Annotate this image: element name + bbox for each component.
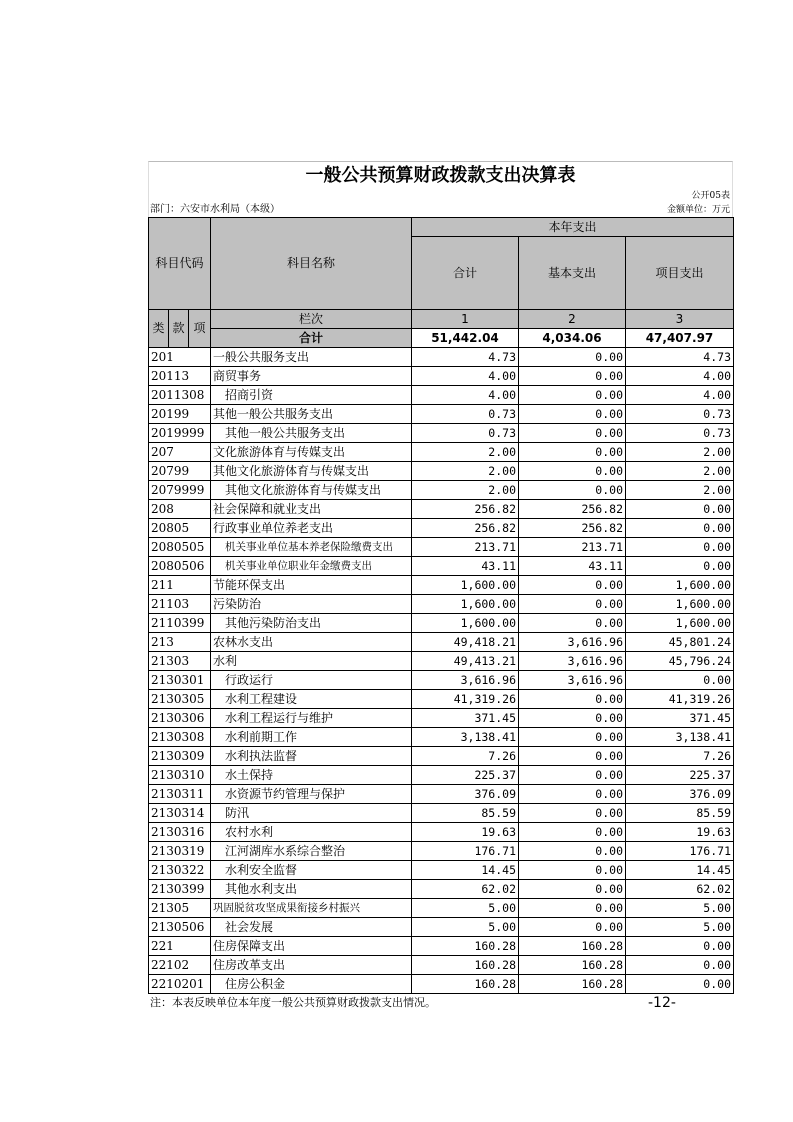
row-name: 行政事业单位养老支出 [211,519,412,538]
row-project: 2.00 [626,481,734,500]
table-row [149,557,734,576]
row-code: 213 [149,633,211,652]
row-project: 0.73 [626,405,734,424]
row-basic: 256.82 [519,500,626,519]
row-code: 2130309 [149,747,211,766]
row-total: 14.45 [412,861,519,880]
row-basic: 0.00 [519,728,626,747]
row-name: 巩固脱贫攻坚成果衔接乡村振兴 [211,899,412,918]
table-row [149,956,734,975]
row-basic: 0.00 [519,462,626,481]
row-basic: 0.00 [519,804,626,823]
row-code: 2130308 [149,728,211,747]
table-row [149,348,734,367]
table-row [149,709,734,728]
row-project: 225.37 [626,766,734,785]
row-code: 2130301 [149,671,211,690]
row-code: 211 [149,576,211,595]
code-header: 科目代码 [149,218,211,310]
table-row [149,899,734,918]
row-project: 0.00 [626,519,734,538]
column-index-1: 1 [412,310,519,329]
table-row [149,367,734,386]
row-basic: 160.28 [519,937,626,956]
lei-header: 类 [149,310,169,348]
row-basic: 0.00 [519,576,626,595]
row-name: 行政运行 [211,671,412,690]
row-total: 49,418.21 [412,633,519,652]
row-code: 20799 [149,462,211,481]
row-code: 20113 [149,367,211,386]
table-row [149,500,734,519]
row-name: 住房改革支出 [211,956,412,975]
row-name: 文化旅游体育与传媒支出 [211,443,412,462]
row-code: 221 [149,937,211,956]
table-row [149,690,734,709]
row-basic: 213.71 [519,538,626,557]
expenditure-table [148,217,734,994]
row-basic: 160.28 [519,956,626,975]
table-row [149,386,734,405]
row-code: 22102 [149,956,211,975]
row-total: 160.28 [412,956,519,975]
row-name: 招商引资 [211,386,412,405]
row-total: 256.82 [412,519,519,538]
row-basic: 0.00 [519,861,626,880]
row-project: 0.73 [626,424,734,443]
row-project: 45,796.24 [626,652,734,671]
table-row [149,823,734,842]
unit-label: 金额单位：万元 [666,205,730,215]
row-total: 7.26 [412,747,519,766]
row-total: 213.71 [412,538,519,557]
row-code: 21305 [149,899,211,918]
row-basic: 0.00 [519,823,626,842]
row-code: 2019999 [149,424,211,443]
row-project: 0.00 [626,975,734,994]
row-basic: 160.28 [519,975,626,994]
table-row [149,842,734,861]
row-total: 225.37 [412,766,519,785]
totals-project: 47,407.97 [626,329,734,348]
row-code: 2130506 [149,918,211,937]
row-basic: 0.00 [519,709,626,728]
row-name: 社会发展 [211,918,412,937]
row-project: 0.00 [626,538,734,557]
row-total: 3,138.41 [412,728,519,747]
row-basic: 0.00 [519,386,626,405]
table-row [149,462,734,481]
form-code: 公开05表 [691,191,730,201]
row-project: 0.00 [626,956,734,975]
row-project: 3,138.41 [626,728,734,747]
row-total: 5.00 [412,918,519,937]
row-project: 0.00 [626,557,734,576]
totals-basic: 4,034.06 [519,329,626,348]
row-name: 水资源节约管理与保护 [211,785,412,804]
row-basic: 3,616.96 [519,652,626,671]
row-total: 43.11 [412,557,519,576]
basic-header: 基本支出 [519,237,626,310]
row-basic: 0.00 [519,690,626,709]
table-row [149,633,734,652]
row-project: 176.71 [626,842,734,861]
row-code: 207 [149,443,211,462]
row-project: 2.00 [626,443,734,462]
table-row [149,576,734,595]
name-header: 科目名称 [211,218,412,310]
department-row [148,203,733,217]
row-project: 5.00 [626,918,734,937]
row-project: 2.00 [626,462,734,481]
row-name: 水土保持 [211,766,412,785]
row-name: 机关事业单位职业年金缴费支出 [211,557,412,576]
row-name: 水利 [211,652,412,671]
row-total: 2.00 [412,481,519,500]
row-code: 2130314 [149,804,211,823]
table-row [149,481,734,500]
page-number: -12- [648,995,676,1011]
row-name: 污染防治 [211,595,412,614]
row-name: 其他文化旅游体育与传媒支出 [211,481,412,500]
header-row-1 [149,218,734,237]
row-total: 256.82 [412,500,519,519]
row-code: 2130316 [149,823,211,842]
row-total: 2.00 [412,443,519,462]
row-project: 85.59 [626,804,734,823]
table-title: 一般公共预算财政拨款支出决算表 [148,161,733,189]
row-project: 5.00 [626,899,734,918]
row-project: 45,801.24 [626,633,734,652]
row-code: 2079999 [149,481,211,500]
row-name: 住房公积金 [211,975,412,994]
row-total: 3,616.96 [412,671,519,690]
row-total: 4.00 [412,386,519,405]
year-expenditure-header: 本年支出 [412,218,734,237]
row-basic: 0.00 [519,842,626,861]
totals-total: 51,442.04 [412,329,519,348]
row-basic: 0.00 [519,348,626,367]
totals-row [149,329,734,348]
table-row [149,595,734,614]
row-project: 62.02 [626,880,734,899]
row-total: 4.73 [412,348,519,367]
row-total: 376.09 [412,785,519,804]
row-code: 20805 [149,519,211,538]
totals-label: 合计 [211,329,412,348]
row-name: 其他一般公共服务支出 [211,405,412,424]
table-row [149,861,734,880]
row-project: 0.00 [626,937,734,956]
row-code: 2130305 [149,690,211,709]
row-name: 机关事业单位基本养老保险缴费支出 [211,538,412,557]
row-basic: 3,616.96 [519,633,626,652]
row-name: 其他水利支出 [211,880,412,899]
row-name: 水利安全监督 [211,861,412,880]
row-code: 2130311 [149,785,211,804]
row-project: 4.00 [626,386,734,405]
row-basic: 0.00 [519,443,626,462]
row-code: 2130399 [149,880,211,899]
row-total: 0.73 [412,424,519,443]
row-code: 2130322 [149,861,211,880]
row-total: 160.28 [412,937,519,956]
row-name: 水利工程运行与维护 [211,709,412,728]
table-row [149,937,734,956]
column-index-3: 3 [626,310,734,329]
row-basic: 0.00 [519,785,626,804]
row-name: 商贸事务 [211,367,412,386]
row-total: 62.02 [412,880,519,899]
row-code: 21103 [149,595,211,614]
row-project: 4.73 [626,348,734,367]
row-name: 社会保障和就业支出 [211,500,412,519]
row-basic: 0.00 [519,880,626,899]
table-row [149,804,734,823]
table-note: 注：本表反映单位本年度一般公共预算财政拨款支出情况。 [150,996,436,1009]
row-basic: 0.00 [519,595,626,614]
row-basic: 0.00 [519,614,626,633]
row-total: 1,600.00 [412,576,519,595]
row-total: 49,413.21 [412,652,519,671]
table-row [149,519,734,538]
department-label: 部门：六安市水利局（本级） [150,204,280,215]
row-name: 其他文化旅游体育与传媒支出 [211,462,412,481]
row-basic: 0.00 [519,405,626,424]
row-total: 5.00 [412,899,519,918]
table-row [149,424,734,443]
row-name: 农村水利 [211,823,412,842]
row-total: 85.59 [412,804,519,823]
table-row [149,538,734,557]
row-basic: 3,616.96 [519,671,626,690]
row-basic: 0.00 [519,424,626,443]
row-code: 2130306 [149,709,211,728]
row-project: 376.09 [626,785,734,804]
xiang-header: 项 [189,310,211,348]
row-project: 1,600.00 [626,576,734,595]
row-code: 208 [149,500,211,519]
table-row [149,671,734,690]
row-total: 1,600.00 [412,614,519,633]
row-code: 2080505 [149,538,211,557]
table-row [149,405,734,424]
column-index-2: 2 [519,310,626,329]
row-basic: 43.11 [519,557,626,576]
row-code: 2011308 [149,386,211,405]
row-code: 2210201 [149,975,211,994]
table-row [149,785,734,804]
row-name: 节能环保支出 [211,576,412,595]
row-total: 2.00 [412,462,519,481]
total-header: 合计 [412,237,519,310]
row-basic: 0.00 [519,918,626,937]
row-name: 水利工程建设 [211,690,412,709]
table-row [149,918,734,937]
row-project: 0.00 [626,671,734,690]
column-index-label: 栏次 [211,310,412,329]
row-name: 江河湖库水系综合整治 [211,842,412,861]
row-name: 其他污染防治支出 [211,614,412,633]
row-total: 19.63 [412,823,519,842]
row-name: 一般公共服务支出 [211,348,412,367]
table-row [149,975,734,994]
row-project: 7.26 [626,747,734,766]
kuan-header: 款 [169,310,189,348]
row-code: 2130319 [149,842,211,861]
row-total: 1,600.00 [412,595,519,614]
row-total: 4.00 [412,367,519,386]
row-total: 160.28 [412,975,519,994]
row-name: 水利执法监督 [211,747,412,766]
row-basic: 0.00 [519,766,626,785]
row-code: 21303 [149,652,211,671]
table-row [149,880,734,899]
row-name: 住房保障支出 [211,937,412,956]
row-total: 0.73 [412,405,519,424]
table-row [149,728,734,747]
row-project: 14.45 [626,861,734,880]
row-project: 1,600.00 [626,614,734,633]
project-header: 项目支出 [626,237,734,310]
row-basic: 0.00 [519,899,626,918]
header-row-3 [149,310,734,329]
table-row [149,443,734,462]
row-code: 2110399 [149,614,211,633]
row-project: 0.00 [626,500,734,519]
row-total: 176.71 [412,842,519,861]
row-total: 371.45 [412,709,519,728]
table-row [149,614,734,633]
row-name: 水利前期工作 [211,728,412,747]
row-code: 20199 [149,405,211,424]
row-name: 其他一般公共服务支出 [211,424,412,443]
row-name: 防汛 [211,804,412,823]
row-project: 41,319.26 [626,690,734,709]
row-basic: 0.00 [519,481,626,500]
row-project: 1,600.00 [626,595,734,614]
row-name: 农林水支出 [211,633,412,652]
budget-sheet [148,161,733,1012]
row-basic: 0.00 [519,367,626,386]
row-code: 201 [149,348,211,367]
row-total: 41,319.26 [412,690,519,709]
row-code: 2080506 [149,557,211,576]
table-row [149,766,734,785]
row-project: 371.45 [626,709,734,728]
row-project: 4.00 [626,367,734,386]
row-project: 19.63 [626,823,734,842]
row-basic: 0.00 [519,747,626,766]
table-row [149,747,734,766]
row-basic: 256.82 [519,519,626,538]
form-code-row [148,189,733,203]
row-code: 2130310 [149,766,211,785]
table-row [149,652,734,671]
